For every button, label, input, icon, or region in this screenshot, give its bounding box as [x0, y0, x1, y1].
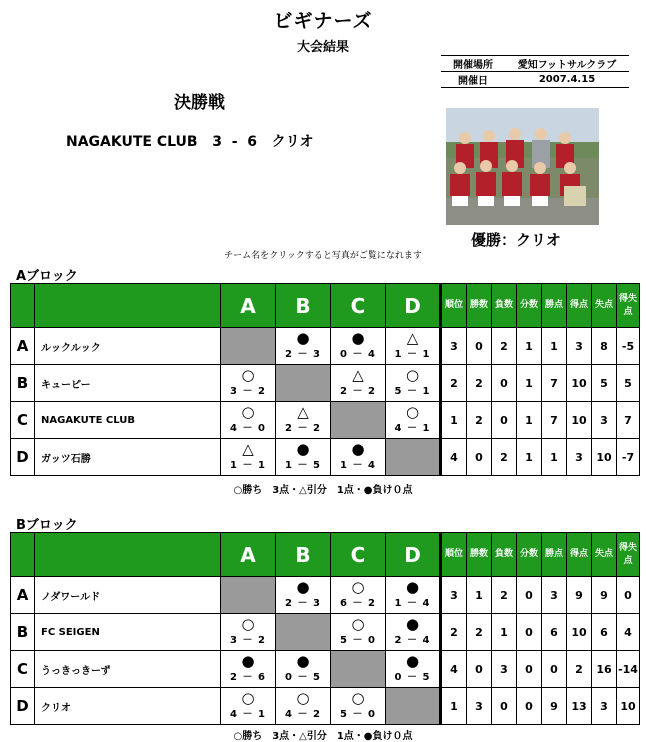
col-header-rank: 順位 [441, 284, 467, 328]
stat-losses: 2 [492, 328, 517, 365]
block-b-legend: ○勝ち 3点・△引分 1点・●負け０点 [233, 731, 413, 742]
match-score: 1 － 5 [285, 460, 321, 471]
stat-wins: 2 [467, 614, 492, 651]
col-header-goal-diff: 得失点 [617, 284, 640, 328]
champion-caption: 優勝：クリオ [471, 231, 561, 249]
stat-points: 1 [542, 328, 567, 365]
table-row [11, 688, 640, 725]
stat-goals-against: 3 [592, 402, 617, 439]
match-score: 1 － 1 [230, 460, 266, 471]
stat-rank: 3 [441, 328, 467, 365]
col-header-b: B [276, 533, 331, 577]
col-header-losses: 負数 [492, 284, 517, 328]
stat-draws: 1 [517, 402, 542, 439]
match-score: 1 － 4 [394, 598, 431, 609]
match-score: 2 － 3 [285, 598, 321, 609]
match-score: 3 － 2 [230, 386, 266, 397]
final-dash: - [231, 134, 238, 150]
header-blank [35, 284, 221, 328]
match-result-cell [331, 577, 386, 614]
block-b-title: Bブロック [16, 518, 78, 533]
result-symbol: △ [406, 329, 419, 347]
team-name-link[interactable]: ガッツ石勝 [35, 439, 221, 476]
col-header-d: D [386, 533, 441, 577]
match-result-cell [221, 614, 276, 651]
block-a-rows [11, 328, 640, 476]
stat-goals-against: 5 [592, 365, 617, 402]
header-blank [35, 533, 221, 577]
header-blank [11, 533, 35, 577]
match-score: 2 － 6 [230, 672, 266, 683]
stat-wins: 0 [467, 439, 492, 476]
self-match-cell [221, 577, 276, 614]
team-name-link[interactable]: うっきっきーず [35, 651, 221, 688]
stat-goals-against: 6 [592, 614, 617, 651]
match-score: 0 － 5 [394, 672, 431, 683]
col-header-goals-against: 失点 [592, 284, 617, 328]
match-result-cell [276, 402, 331, 439]
col-header-goals-for: 得点 [567, 533, 592, 577]
team-photo-illustration [446, 108, 599, 225]
team-name-link[interactable]: ノダワールド [35, 577, 221, 614]
result-symbol: △ [242, 440, 254, 458]
row-letter: A [11, 328, 35, 365]
stat-wins: 0 [467, 651, 492, 688]
result-symbol: ○ [241, 689, 255, 707]
match-score: 2 － 2 [340, 386, 376, 397]
stat-losses: 0 [492, 365, 517, 402]
header-blank [11, 284, 35, 328]
col-header-points: 勝点 [542, 533, 567, 577]
stat-goals-for: 3 [567, 328, 592, 365]
stat-rank: 1 [441, 402, 467, 439]
stat-goals-for: 10 [567, 365, 592, 402]
self-match-cell [386, 688, 441, 725]
date-label: 開催日 [441, 72, 505, 88]
block-b-table [10, 532, 640, 725]
match-score: 2 － 2 [285, 423, 321, 434]
match-result-cell [221, 688, 276, 725]
match-score: 3 － 2 [230, 635, 266, 646]
stat-goals-for: 3 [567, 439, 592, 476]
match-result-cell [221, 651, 276, 688]
match-result-cell [386, 651, 441, 688]
stat-goals-for: 9 [567, 577, 592, 614]
result-symbol: ● [296, 440, 310, 458]
stat-rank: 3 [441, 577, 467, 614]
result-symbol: ● [296, 578, 310, 596]
table-header-row [11, 284, 640, 328]
final-result [66, 131, 314, 151]
stat-draws: 0 [517, 614, 542, 651]
stat-points: 3 [542, 577, 567, 614]
col-header-draws: 分数 [517, 533, 542, 577]
stat-draws: 1 [517, 328, 542, 365]
match-result-cell [276, 328, 331, 365]
row-letter: B [11, 614, 35, 651]
row-letter: D [11, 688, 35, 725]
stat-draws: 0 [517, 651, 542, 688]
match-score: 1 － 4 [340, 460, 376, 471]
result-symbol: ○ [351, 615, 365, 633]
match-result-cell [331, 328, 386, 365]
stat-wins: 1 [467, 577, 492, 614]
block-a-title: Aブロック [16, 269, 78, 284]
stat-goal-diff: 5 [617, 365, 640, 402]
champion-team-photo [446, 108, 599, 225]
col-header-a: A [221, 284, 276, 328]
result-symbol: ● [296, 652, 310, 670]
stat-points: 9 [542, 688, 567, 725]
match-score: 0 － 4 [340, 349, 376, 360]
result-symbol: ○ [405, 366, 420, 384]
stat-goal-diff: -5 [617, 328, 640, 365]
match-score: 5 － 0 [340, 635, 376, 646]
match-result-cell [221, 402, 276, 439]
table-row [11, 651, 640, 688]
result-symbol: ● [351, 329, 365, 347]
match-score: 2 － 4 [394, 635, 431, 646]
stat-losses: 0 [492, 402, 517, 439]
stat-goal-diff: -14 [617, 651, 640, 688]
result-symbol: △ [352, 366, 364, 384]
row-letter: C [11, 402, 35, 439]
stat-wins: 2 [467, 365, 492, 402]
stat-goals-against: 8 [592, 328, 617, 365]
stat-rank: 2 [441, 365, 467, 402]
col-header-draws: 分数 [517, 284, 542, 328]
stat-points: 6 [542, 614, 567, 651]
page-title: ビギナーズ [273, 10, 373, 32]
final-home-team: NAGAKUTE CLUB [66, 134, 198, 150]
match-result-cell [221, 439, 276, 476]
stat-points: 7 [542, 365, 567, 402]
stat-goal-diff: 4 [617, 614, 640, 651]
match-result-cell [331, 365, 386, 402]
table-row [11, 402, 640, 439]
match-result-cell [276, 688, 331, 725]
date-value: 2007.4.15 [505, 72, 629, 88]
page-subtitle: 大会結果 [296, 40, 349, 55]
self-match-cell [386, 439, 441, 476]
result-symbol: ● [351, 440, 365, 458]
stat-goal-diff: -7 [617, 439, 640, 476]
stat-points: 0 [542, 651, 567, 688]
row-letter: C [11, 651, 35, 688]
row-letter: A [11, 577, 35, 614]
stat-goals-for: 2 [567, 651, 592, 688]
venue-label: 開催場所 [441, 56, 505, 72]
result-symbol: ● [405, 578, 420, 596]
block-b-rows [11, 577, 640, 725]
stat-rank: 4 [441, 651, 467, 688]
match-result-cell [331, 688, 386, 725]
table-row [11, 577, 640, 614]
result-symbol: ○ [296, 689, 310, 707]
match-score: 0 － 5 [285, 672, 321, 683]
team-name-link[interactable]: キューピー [35, 365, 221, 402]
stat-goals-against: 10 [592, 439, 617, 476]
stat-goals-for: 13 [567, 688, 592, 725]
result-symbol: ● [405, 615, 420, 633]
stat-wins: 2 [467, 402, 492, 439]
stat-losses: 2 [492, 439, 517, 476]
match-score: 4 － 0 [230, 423, 266, 434]
final-heading: 決勝戦 [174, 93, 225, 113]
match-result-cell [386, 614, 441, 651]
match-score: 5 － 0 [340, 709, 376, 720]
stat-wins: 0 [467, 328, 492, 365]
result-symbol: ● [405, 652, 420, 670]
match-result-cell [386, 328, 441, 365]
stat-losses: 0 [492, 688, 517, 725]
result-symbol: ○ [405, 403, 420, 421]
self-match-cell [221, 328, 276, 365]
stat-draws: 1 [517, 439, 542, 476]
match-result-cell [386, 577, 441, 614]
stat-goals-for: 10 [567, 402, 592, 439]
stat-rank: 2 [441, 614, 467, 651]
match-result-cell [386, 402, 441, 439]
stat-rank: 1 [441, 688, 467, 725]
col-header-a: A [221, 533, 276, 577]
col-header-points: 勝点 [542, 284, 567, 328]
stat-goals-against: 3 [592, 688, 617, 725]
self-match-cell [331, 402, 386, 439]
self-match-cell [276, 365, 331, 402]
match-score: 1 － 1 [394, 349, 431, 360]
col-header-goals-for: 得点 [567, 284, 592, 328]
result-symbol: ○ [241, 403, 255, 421]
event-info-table [441, 55, 629, 88]
stat-losses: 2 [492, 577, 517, 614]
table-header-row [11, 533, 640, 577]
stat-rank: 4 [441, 439, 467, 476]
stat-goals-against: 16 [592, 651, 617, 688]
col-header-goals-against: 失点 [592, 533, 617, 577]
row-letter: D [11, 439, 35, 476]
self-match-cell [331, 651, 386, 688]
photo-click-note: チーム名をクリックすると写真がご覧になれます [224, 251, 422, 261]
table-row [11, 328, 640, 365]
result-symbol: ○ [241, 615, 255, 633]
match-score: 4 － 1 [230, 709, 266, 720]
match-result-cell [276, 651, 331, 688]
col-header-d: D [386, 284, 441, 328]
team-name-link[interactable]: FC SEIGEN [35, 614, 221, 651]
stat-goal-diff: 10 [617, 688, 640, 725]
result-symbol: ○ [351, 578, 365, 596]
result-symbol: △ [297, 403, 309, 421]
row-letter: B [11, 365, 35, 402]
block-a-table [10, 283, 640, 476]
result-symbol: ● [296, 329, 310, 347]
stat-losses: 3 [492, 651, 517, 688]
col-header-wins: 勝数 [467, 284, 492, 328]
match-score: 4 － 2 [285, 709, 321, 720]
stat-goals-for: 10 [567, 614, 592, 651]
match-result-cell [331, 439, 386, 476]
col-header-wins: 勝数 [467, 533, 492, 577]
venue-value: 愛知フットサルクラブ [505, 56, 629, 72]
table-row [11, 365, 640, 402]
col-header-goal-diff: 得失点 [617, 533, 640, 577]
result-symbol: ○ [241, 366, 255, 384]
stat-wins: 3 [467, 688, 492, 725]
stat-draws: 0 [517, 688, 542, 725]
final-away-team: クリオ [271, 134, 314, 150]
match-result-cell [276, 439, 331, 476]
col-header-rank: 順位 [441, 533, 467, 577]
match-result-cell [386, 365, 441, 402]
stat-draws: 0 [517, 577, 542, 614]
match-score: 5 － 1 [394, 386, 431, 397]
team-name-link[interactable]: NAGAKUTE CLUB [35, 402, 221, 439]
match-score: 4 － 1 [394, 423, 431, 434]
final-home-score: 3 [212, 134, 222, 150]
match-result-cell [276, 577, 331, 614]
result-symbol: ● [241, 652, 255, 670]
match-result-cell [331, 614, 386, 651]
table-row [11, 614, 640, 651]
col-header-c: C [331, 284, 386, 328]
stat-points: 1 [542, 439, 567, 476]
col-header-c: C [331, 533, 386, 577]
match-result-cell [221, 365, 276, 402]
team-name-link[interactable]: ルックルック [35, 328, 221, 365]
col-header-b: B [276, 284, 331, 328]
result-symbol: ○ [351, 689, 365, 707]
stat-goals-against: 9 [592, 577, 617, 614]
block-a-legend: ○勝ち 3点・△引分 1点・●負け０点 [233, 485, 413, 496]
stat-points: 7 [542, 402, 567, 439]
self-match-cell [276, 614, 331, 651]
col-header-losses: 負数 [492, 533, 517, 577]
team-name-link[interactable]: クリオ [35, 688, 221, 725]
match-score: 2 － 3 [285, 349, 321, 360]
stat-goal-diff: 7 [617, 402, 640, 439]
final-away-score: 6 [247, 134, 258, 150]
stat-losses: 1 [492, 614, 517, 651]
stat-draws: 1 [517, 365, 542, 402]
match-score: 6 － 2 [340, 598, 376, 609]
stat-goal-diff: 0 [617, 577, 640, 614]
table-row [11, 439, 640, 476]
